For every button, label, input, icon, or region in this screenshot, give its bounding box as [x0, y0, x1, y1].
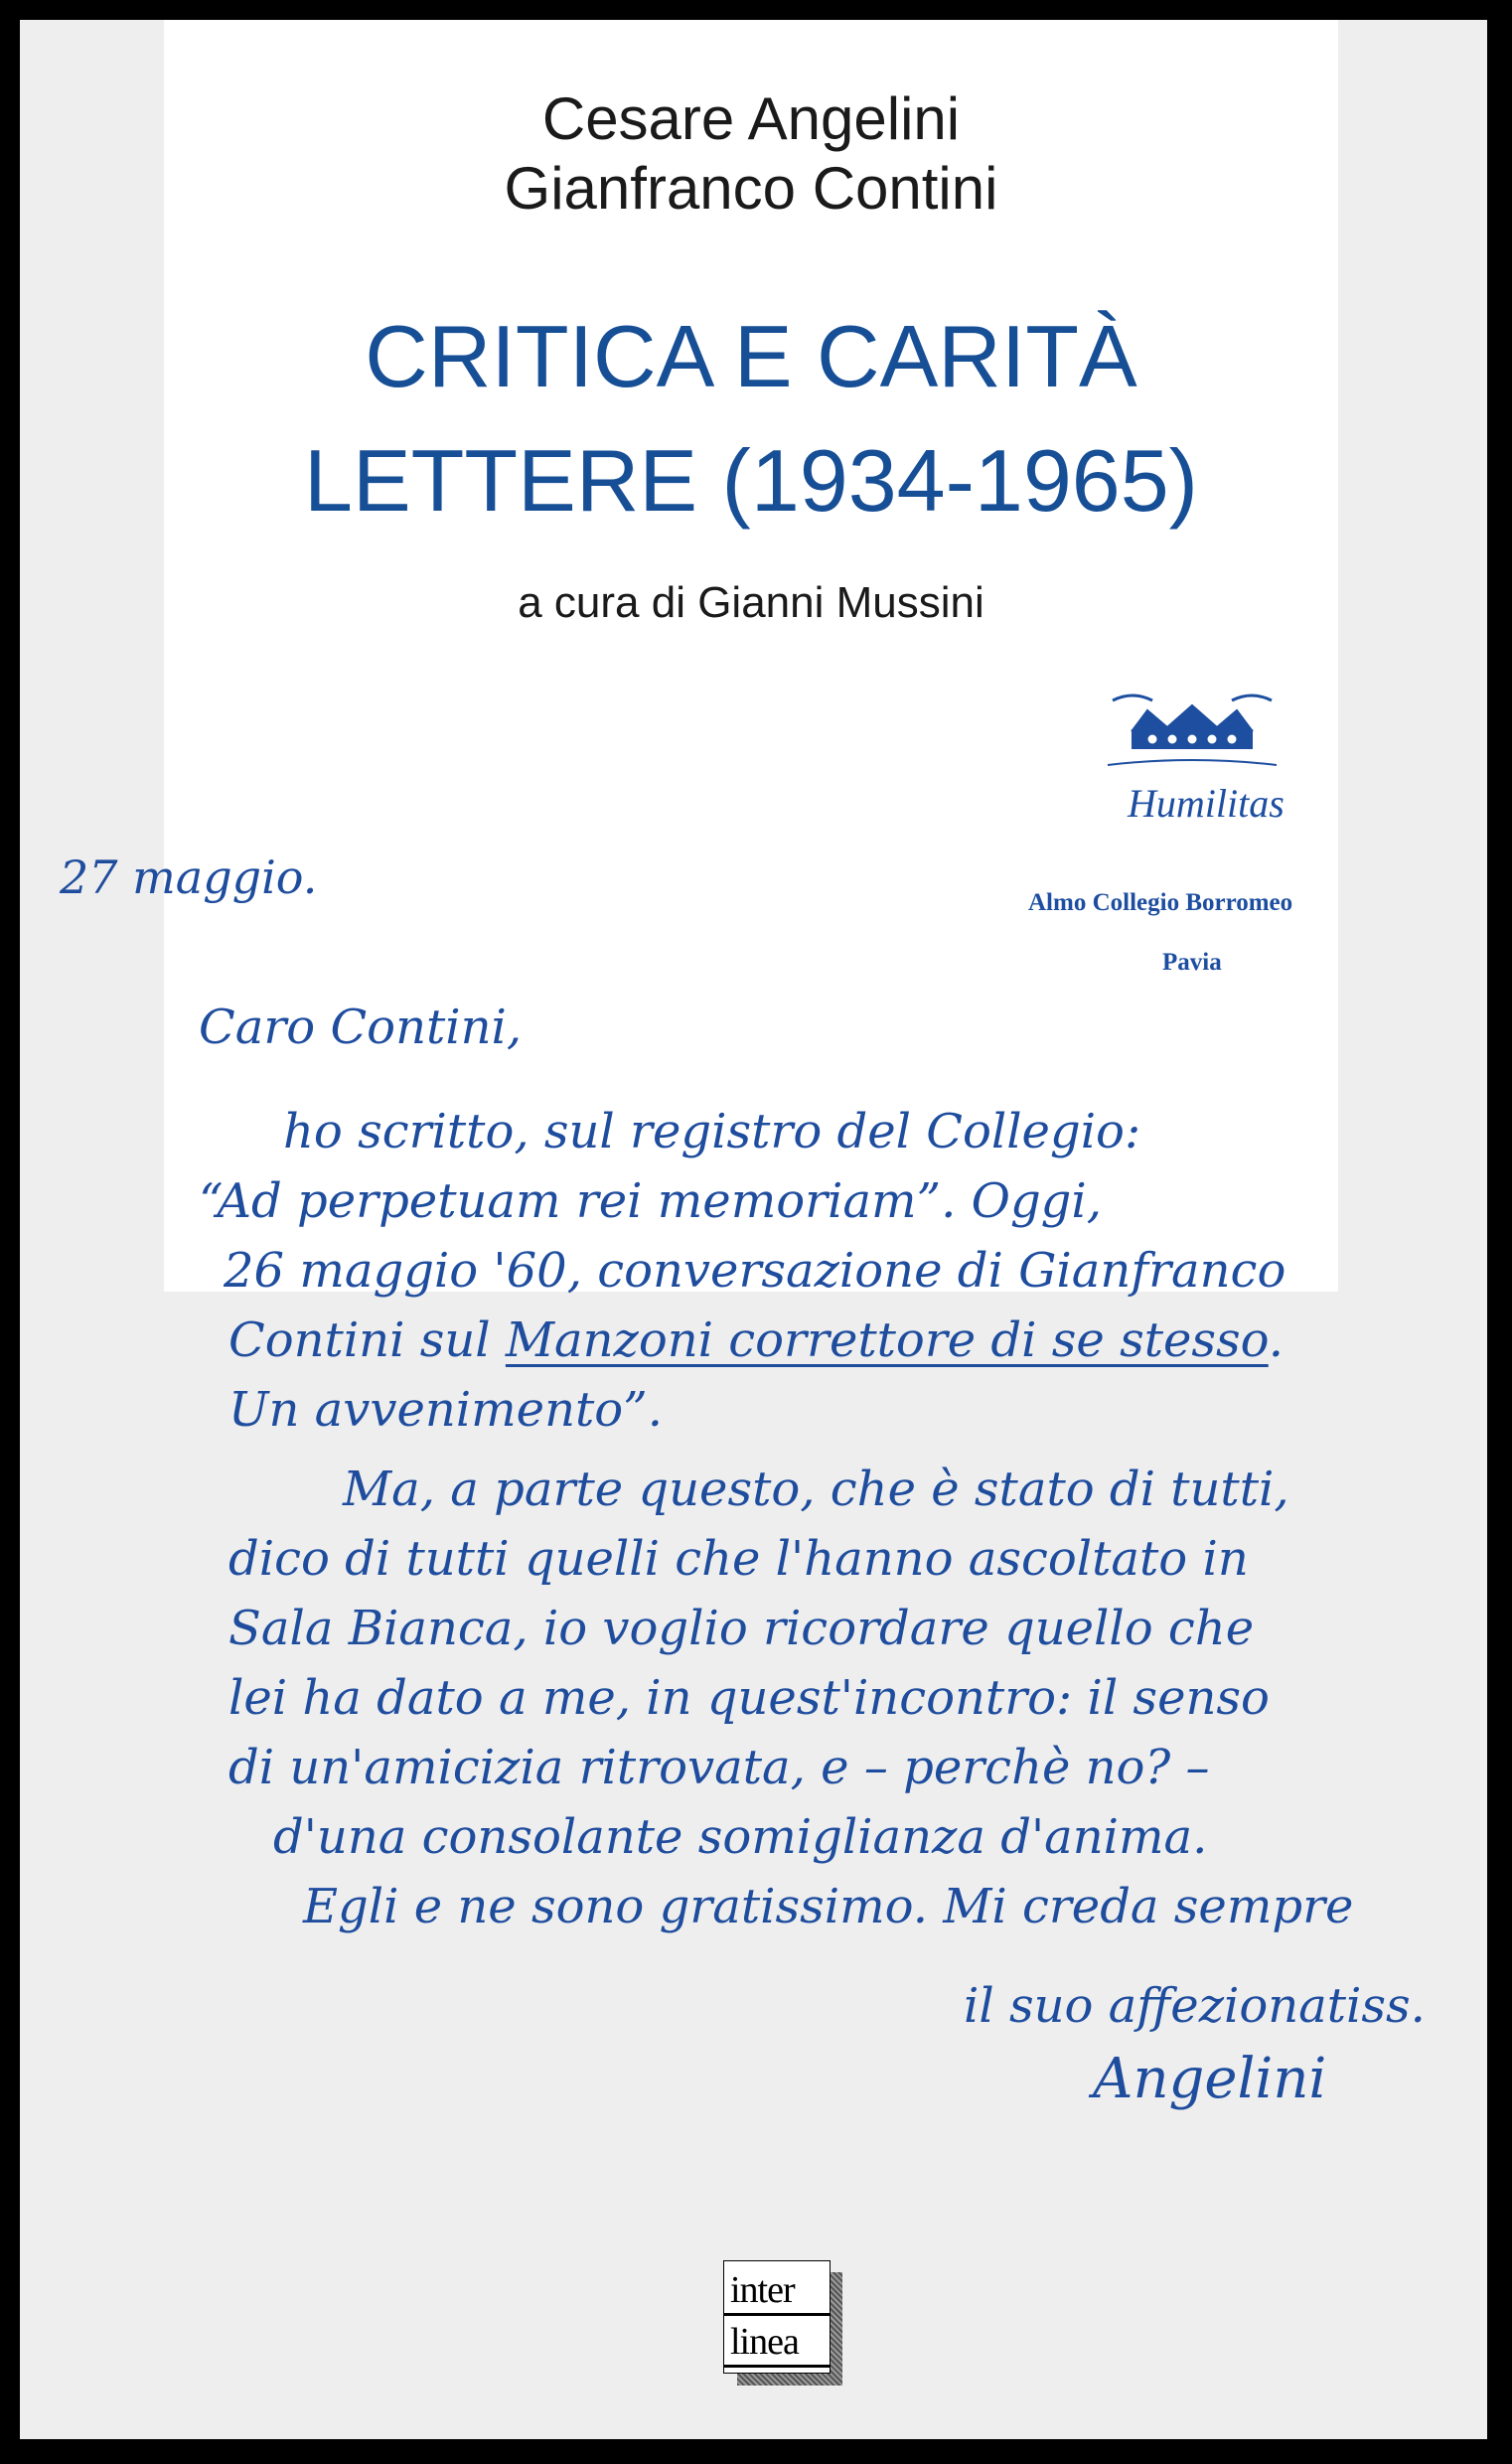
book-subtitle: LETTERE (1934-1965) [304, 431, 1198, 530]
letter-line: “Ad perpetuam rei memoriam”. Oggi, [199, 1173, 1102, 1229]
letterhead [1013, 686, 1450, 1003]
editor-credit: a cura di Gianni Mussini [518, 578, 984, 627]
letterhead-institution: Almo Collegio Borromeo [1028, 889, 1293, 916]
letter-line: Un avvenimento”. [228, 1382, 663, 1438]
author-name: Gianfranco Contini [504, 155, 998, 222]
underlined-title: Manzoni correttore di se stesso [505, 1312, 1269, 1368]
letterhead-motto: Humilitas [1128, 781, 1285, 826]
logo-divider [724, 2365, 830, 2368]
logo-text: linea [730, 2321, 799, 2363]
logo-divider [724, 2313, 830, 2316]
letter-line: ho scritto, sul registro del Collegio: [283, 1104, 1141, 1159]
letter-closing: il suo affezionatiss. [964, 1978, 1426, 2034]
letter-line-part: Contini sul [228, 1312, 491, 1368]
letter-line: 26 maggio '60, conversazione di Gianfranco [224, 1243, 1286, 1299]
letter-signature: Angelini [1093, 2047, 1327, 2111]
letter-line-part: . [1268, 1312, 1284, 1368]
letter-line: Egli e ne sono gratissimo. Mi creda sempre [303, 1879, 1354, 1934]
letter-line: di un'amicizia ritrovata, e – perchè no? – [228, 1740, 1210, 1795]
letter-line: d'una consolante somiglianza d'anima. [273, 1809, 1208, 1865]
logo-text: inter [730, 2269, 795, 2311]
publisher-logo [723, 2260, 844, 2389]
book-cover [20, 20, 1487, 2439]
book-title: CRITICA E CARITÀ [365, 307, 1137, 405]
letterhead-city: Pavia [1162, 949, 1222, 976]
letter-line: dico di tutti quelli che l'hanno ascoltato in [228, 1531, 1249, 1587]
author-name: Cesare Angelini [541, 85, 961, 152]
letter-line [228, 1312, 1284, 1368]
letter-line: Sala Bianca, io voglio ricordare quello che [228, 1601, 1255, 1656]
crown-emblem-icon [1093, 686, 1291, 795]
letter-date: 27 maggio. [60, 850, 318, 904]
logo-box [723, 2260, 831, 2374]
letter-line: Ma, a parte questo, che è stato di tutti, [343, 1462, 1289, 1517]
letter-line: lei ha dato a me, in quest'incontro: il senso [228, 1670, 1270, 1726]
letter-greeting: Caro Contini, [199, 1000, 523, 1055]
